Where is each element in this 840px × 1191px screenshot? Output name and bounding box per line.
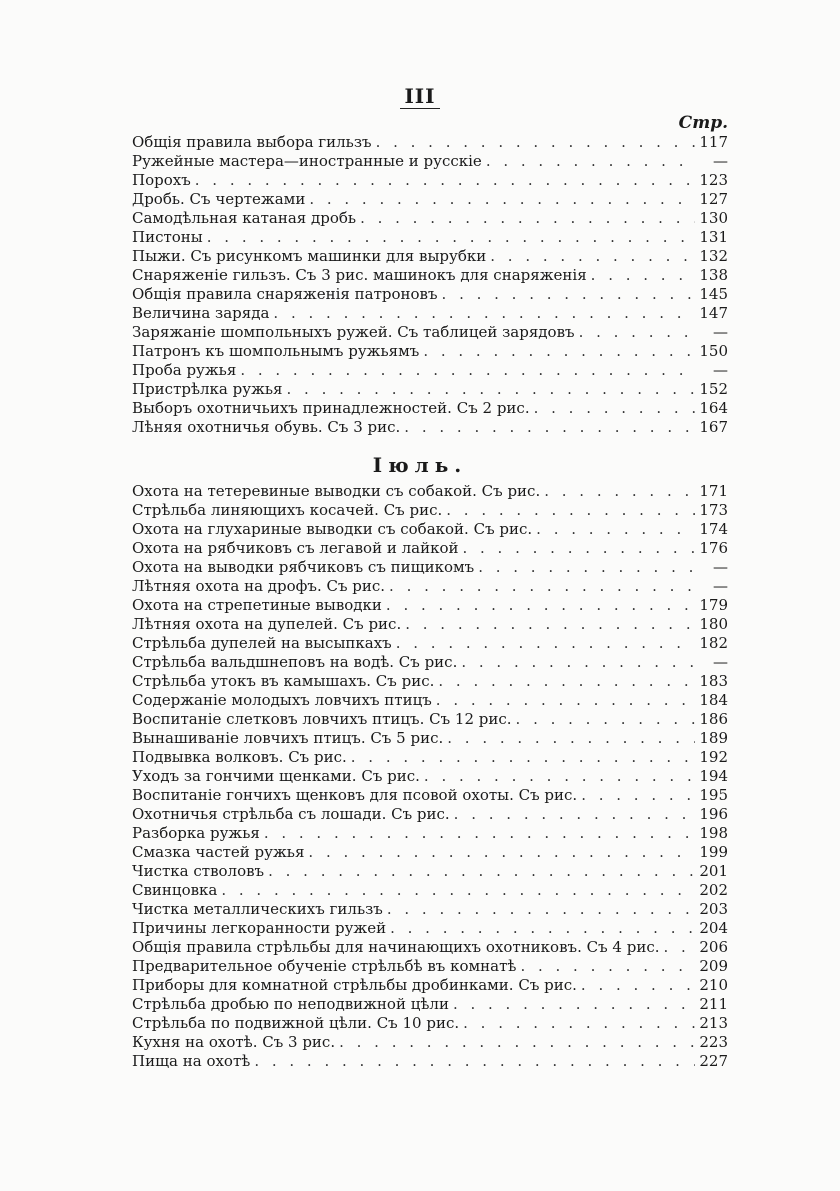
- toc-leader-dots: [446, 501, 695, 520]
- toc-entry-page: 167: [699, 418, 728, 436]
- toc-leader-dots: [376, 133, 696, 152]
- toc-entry-page: 196: [699, 805, 728, 823]
- toc-entry: [132, 209, 728, 228]
- toc-entry-title: Приборы для комнатной стрѣльбы дробинками. Съ рис.: [132, 976, 577, 994]
- toc-section-1: [132, 133, 728, 437]
- toc-entry: [132, 361, 728, 380]
- toc-entry: [132, 900, 728, 919]
- toc-entry-page: 204: [699, 919, 728, 937]
- toc-leader-dots: [534, 399, 696, 418]
- toc-leader-dots: [579, 323, 696, 342]
- toc-entry: [132, 672, 728, 691]
- toc-section-2: [132, 482, 728, 1071]
- toc-leader-dots: [287, 380, 696, 399]
- toc-entry-title: Стрѣльба дробью по неподвижной цѣли: [132, 995, 449, 1013]
- toc-entry: [132, 266, 728, 285]
- toc-entry-title: Свинцовка: [132, 881, 218, 899]
- toc-entry-title: Общія правила выбора гильзъ: [132, 133, 372, 151]
- toc-leader-dots: [453, 995, 695, 1014]
- toc-entry: [132, 615, 728, 634]
- toc-entry-page: 213: [699, 1014, 728, 1032]
- toc-entry-page: 164: [699, 399, 728, 417]
- toc-entry-title: Пристрѣлка ружья: [132, 380, 283, 398]
- toc-leader-dots: [390, 919, 695, 938]
- toc-entry-title: Подвывка волковъ. Съ рис.: [132, 748, 347, 766]
- toc-leader-dots: [516, 710, 696, 729]
- toc-entry: [132, 380, 728, 399]
- toc-entry: [132, 843, 728, 862]
- toc-entry-page: —: [713, 558, 728, 576]
- toc-leader-dots: [386, 596, 695, 615]
- toc-leader-dots: [463, 1014, 695, 1033]
- toc-leader-dots: [591, 266, 696, 285]
- toc-entry-page: 210: [699, 976, 728, 994]
- toc-entry-page: 227: [699, 1052, 728, 1070]
- toc-entry-page: 206: [699, 938, 728, 956]
- toc-entry-title: Выборъ охотничьихъ принадлежностей. Съ 2 рис.: [132, 399, 530, 417]
- toc-leader-dots: [396, 634, 696, 653]
- toc-leader-dots: [268, 862, 695, 881]
- toc-leader-dots: [424, 767, 695, 786]
- toc-leader-dots: [221, 881, 695, 900]
- toc-entry-page: 171: [699, 482, 728, 500]
- toc-leader-dots: [207, 228, 696, 247]
- toc-entry: [132, 1033, 728, 1052]
- toc-leader-dots: [240, 361, 696, 380]
- toc-entry: [132, 634, 728, 653]
- toc-entry-title: Разборка ружья: [132, 824, 260, 842]
- toc-entry-title: Смазка частей ружья: [132, 843, 305, 861]
- toc-entry-title: Величина заряда: [132, 304, 270, 322]
- toc-entry-title: Воспитаніе гончихъ щенковъ для псовой охоты. Съ рис.: [132, 786, 578, 804]
- toc-entry-page: 209: [699, 957, 728, 975]
- toc-entry-title: Охота на стрепетиные выводки: [132, 596, 382, 614]
- toc-leader-dots: [360, 209, 695, 228]
- toc-leader-dots: [461, 653, 696, 672]
- toc-entry: [132, 767, 728, 786]
- toc-entry-page: 174: [699, 520, 728, 538]
- toc-entry-page: 176: [699, 539, 728, 557]
- toc-entry-page: 179: [699, 596, 728, 614]
- toc-leader-dots: [404, 418, 695, 437]
- toc-leader-dots: [387, 900, 696, 919]
- toc-leader-dots: [436, 691, 696, 710]
- toc-entry-title: Охота на глухариные выводки съ собакой. Съ рис.: [132, 520, 533, 538]
- toc-entry: [132, 228, 728, 247]
- toc-entry: [132, 418, 728, 437]
- toc-leader-dots: [486, 152, 696, 171]
- toc-leader-dots: [438, 672, 695, 691]
- toc-entry: [132, 482, 728, 501]
- toc-entry-title: Патронъ къ шомпольнымъ ружьямъ: [132, 342, 420, 360]
- toc-entry-page: 201: [699, 862, 728, 880]
- toc-entry-page: 130: [699, 209, 728, 227]
- toc-entry-title: Проба ружья: [132, 361, 237, 379]
- toc-entry-title: Ружейные мастера—иностранные и русскіе: [132, 152, 482, 170]
- toc-entry-page: 189: [699, 729, 728, 747]
- toc-leader-dots: [454, 805, 696, 824]
- toc-entry-title: Пистоны: [132, 228, 203, 246]
- toc-entry-title: Стрѣльба линяющихъ косачей. Съ рис.: [132, 501, 443, 519]
- toc-entry-title: Охота на тетеревиные выводки съ собакой. Съ рис.: [132, 482, 541, 500]
- toc-entry-page: 132: [699, 247, 728, 265]
- toc-entry-page: 180: [699, 615, 728, 633]
- toc-entry: [132, 919, 728, 938]
- toc-entry-title: Заряжаніе шомпольныхъ ружей. Съ таблицей зарядовъ: [132, 323, 575, 341]
- toc-entry: [132, 558, 728, 577]
- toc-entry-page: —: [713, 577, 728, 595]
- toc-entry: [132, 152, 728, 171]
- toc-entry-page: 195: [699, 786, 728, 804]
- toc-entry-page: 131: [699, 228, 728, 246]
- toc-entry-page: —: [713, 361, 728, 379]
- toc-entry-title: Предварительное обученіе стрѣльбѣ въ комнатѣ: [132, 957, 517, 975]
- toc-entry-title: Стрѣльба утокъ въ камышахъ. Съ рис.: [132, 672, 435, 690]
- toc-entry: [132, 1014, 728, 1033]
- toc-entry: [132, 957, 728, 976]
- toc-leader-dots: [544, 482, 695, 501]
- toc-leader-dots: [351, 748, 696, 767]
- toc-leader-dots: [478, 558, 696, 577]
- toc-leader-dots: [264, 824, 696, 843]
- toc-entry: [132, 304, 728, 323]
- toc-leader-dots: [308, 843, 695, 862]
- toc-leader-dots: [581, 786, 695, 805]
- toc-leader-dots: [389, 577, 696, 596]
- toc-entry-title: Чистка стволовъ: [132, 862, 265, 880]
- toc-leader-dots: [536, 520, 695, 539]
- toc-entry-title: Воспитаніе слетковъ ловчихъ птицъ. Съ 12 рис.: [132, 710, 512, 728]
- toc-entry: [132, 824, 728, 843]
- toc-leader-dots: [520, 957, 695, 976]
- toc-entry-page: 138: [699, 266, 728, 284]
- toc-entry: [132, 881, 728, 900]
- toc-entry-page: 145: [699, 285, 728, 303]
- toc-entry-title: Снаряженіе гильзъ. Съ 3 рис. машинокъ для снаряженія: [132, 266, 587, 284]
- toc-entry-title: Охота на выводки рябчиковъ съ пищикомъ: [132, 558, 475, 576]
- toc-entry: [132, 577, 728, 596]
- toc-leader-dots: [423, 342, 695, 361]
- toc-entry: [132, 596, 728, 615]
- toc-entry-title: Уходъ за гончими щенками. Съ рис.: [132, 767, 420, 785]
- toc-entry-page: 186: [699, 710, 728, 728]
- toc-entry-page: 199: [699, 843, 728, 861]
- toc-leader-dots: [447, 729, 695, 748]
- toc-entry-page: 152: [699, 380, 728, 398]
- toc-entry-title: Стрѣльба вальдшнеповъ на водѣ. Съ рис.: [132, 653, 458, 671]
- toc-entry-title: Стрѣльба дупелей на высыпкахъ: [132, 634, 392, 652]
- toc-entry: [132, 748, 728, 767]
- toc-entry: [132, 133, 728, 152]
- toc-entry-title: Причины легкоранности ружей: [132, 919, 387, 937]
- toc-entry: [132, 285, 728, 304]
- toc-entry: [132, 323, 728, 342]
- toc-entry: [132, 976, 728, 995]
- page-number: III: [0, 84, 840, 108]
- toc-entry-title: Стрѣльба по подвижной цѣли. Съ 10 рис.: [132, 1014, 460, 1032]
- toc-entry: [132, 805, 728, 824]
- toc-entry-page: 202: [699, 881, 728, 899]
- toc-leader-dots: [663, 938, 695, 957]
- toc-leader-dots: [254, 1052, 695, 1071]
- toc-entry-title: Лѣняя охотничья обувь. Съ 3 рис.: [132, 418, 401, 436]
- toc-entry-page: 194: [699, 767, 728, 785]
- toc-entry: [132, 247, 728, 266]
- toc-entry: [132, 1052, 728, 1071]
- toc-entry-page: 198: [699, 824, 728, 842]
- toc-entry-page: 173: [699, 501, 728, 519]
- toc-entry: [132, 653, 728, 672]
- toc-entry-title: Пыжи. Съ рисункомъ машинки для вырубки: [132, 247, 487, 265]
- toc-leader-dots: [462, 539, 695, 558]
- toc-entry: [132, 786, 728, 805]
- toc-entry-page: 183: [699, 672, 728, 690]
- toc-leader-dots: [309, 190, 695, 209]
- toc-entry-title: Вынашиваніе ловчихъ птицъ. Съ 5 рис.: [132, 729, 444, 747]
- toc-entry-page: 211: [699, 995, 728, 1013]
- toc-leader-dots: [273, 304, 695, 323]
- section-heading-july: Іюль.: [372, 453, 468, 477]
- toc-entry: [132, 938, 728, 957]
- toc-entry-page: 182: [699, 634, 728, 652]
- toc-entry: [132, 729, 728, 748]
- toc-leader-dots: [339, 1033, 695, 1052]
- toc-entry: [132, 520, 728, 539]
- toc-entry-page: 150: [699, 342, 728, 360]
- toc-entry-page: 147: [699, 304, 728, 322]
- page-column-label: Стр.: [678, 113, 728, 133]
- toc-entry: [132, 539, 728, 558]
- toc-entry-title: Дробь. Съ чертежами: [132, 190, 306, 208]
- toc-entry-title: Кухня на охотѣ. Съ 3 рис.: [132, 1033, 336, 1051]
- toc-entry-title: Содержаніе молодыхъ ловчихъ птицъ: [132, 691, 432, 709]
- toc-entry: [132, 399, 728, 418]
- toc-entry-title: Общія правила стрѣльбы для начинающихъ охотниковъ. Съ 4 рис.: [132, 938, 660, 956]
- toc-entry: [132, 691, 728, 710]
- toc-entry: [132, 342, 728, 361]
- toc-entry-page: —: [713, 653, 728, 671]
- toc-entry: [132, 501, 728, 520]
- toc-leader-dots: [442, 285, 696, 304]
- toc-entry-page: —: [713, 152, 728, 170]
- toc-entry-page: 203: [699, 900, 728, 918]
- toc-entry: [132, 171, 728, 190]
- toc-leader-dots: [195, 171, 696, 190]
- toc-entry-page: 184: [699, 691, 728, 709]
- toc-entry-page: 117: [699, 133, 728, 151]
- toc-entry-title: Пища на охотѣ: [132, 1052, 251, 1070]
- toc-entry-page: 123: [699, 171, 728, 189]
- toc-leader-dots: [581, 976, 695, 995]
- toc-entry-title: Охота на рябчиковъ съ легавой и лайкой: [132, 539, 459, 557]
- toc-entry: [132, 995, 728, 1014]
- toc-entry-title: Лѣтняя охота на дупелей. Съ рис.: [132, 615, 402, 633]
- toc-entry: [132, 710, 728, 729]
- toc-entry-title: Порохъ: [132, 171, 191, 189]
- toc-entry-page: —: [713, 323, 728, 341]
- toc-entry: [132, 862, 728, 881]
- toc-entry-page: 127: [699, 190, 728, 208]
- toc-entry-title: Лѣтняя охота на дрофъ. Съ рис.: [132, 577, 386, 595]
- toc-leader-dots: [405, 615, 695, 634]
- toc-entry-title: Охотничья стрѣльба съ лошади. Съ рис.: [132, 805, 450, 823]
- toc-leader-dots: [490, 247, 695, 266]
- toc-entry-page: 192: [699, 748, 728, 766]
- toc-entry-title: Самодѣльная катаная дробь: [132, 209, 357, 227]
- toc-entry-title: Общія правила снаряженія патроновъ: [132, 285, 438, 303]
- toc-entry-page: 223: [699, 1033, 728, 1051]
- toc-entry-title: Чистка металлическихъ гильзъ: [132, 900, 383, 918]
- toc-entry: [132, 190, 728, 209]
